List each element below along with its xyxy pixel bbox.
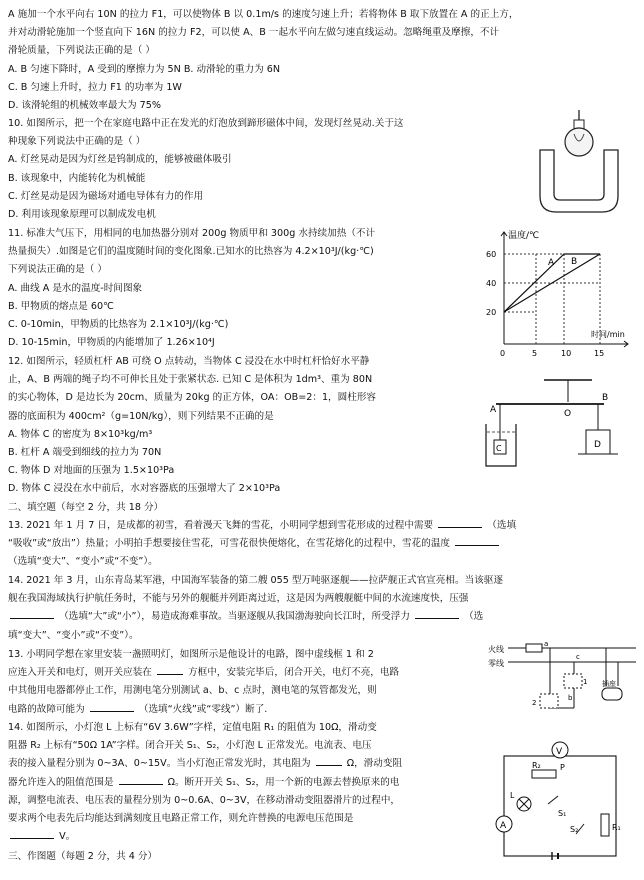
q12-option-c: C. 物体 D 对地面的压强为 1.5×10³Pa [8,465,175,477]
q9-line-2: 并对动滑轮施加一个竖直向下 16N 的拉力 F2，可以使 A、B 一起水平向左做匀速直线运动。忽略绳重及摩擦，不计 [8,27,500,39]
socket-icon [602,688,622,700]
q16-line-4b: Ω。断开开关 S₁、S₂，用一个新的电源去替换原来的电 [167,776,400,788]
q16-line-7: V。 [59,831,76,843]
q16-line-3a: 表的接入量程分别为 0~3A、0~15V。当小灯泡正常发光时，其电阻为 [8,758,311,770]
q12-option-b: B. 杠杆 A 端受到细线的拉力为 70N [8,447,162,459]
q10-option-a: A. 灯丝晃动是因为灯丝是钨制成的，能够被磁体吸引 [8,154,232,166]
q14a-line-1: 14. 2021 年 3 月，山东青岛某军港，中国海军装备的第二艘 055 型万吨驱逐舰——拉萨舰正式官宣亮相。当该驱逐 [8,575,503,586]
q10-line-1: 10. 如图所示，把一个在家庭电路中正在发光的灯泡放到蹄形磁体中间，发现灯丝晃动.关于这 [8,118,404,129]
box-2 [540,694,558,708]
question-11 [8,225,478,352]
q12-line-3: 的实心物体，D 是边长为 20cm、质量为 20kg 的正方体，OA：OB=2：1，圆柱形容 [8,392,377,404]
x-tick-10: 10 [561,349,572,358]
q13-line-1: 13. 2021 年 1 月 7 日，是成都的初雪，看着漫天飞舞的雪花，小明同学想到雪花形成的过程中需要 [8,520,434,531]
q11-option-b: B. 甲物质的熔点是 60℃ [8,300,114,312]
box-2-label: 2 [532,699,537,707]
q11-line-1: 11. 标准大气压下，用相同的电加热器分别对 200g 物质甲和 300g 水持续加热（不计 [8,228,376,239]
q12-option-d: D. 物体 C 浸没在水中前后，水对容器底的压强增大了 2×10³Pa [8,483,281,495]
q16-line-3b: Ω，滑动变阻 [346,758,403,770]
neutral-wire-label: 零线 [488,659,504,668]
r2-label: R₂ [532,761,541,770]
y-tick-60: 60 [486,250,497,259]
lever-figure [482,372,632,472]
y-tick-20: 20 [486,308,497,317]
q12-line-2: 止，A、B 两端的绳子均不可伸长且处于张紧状态. 已知 C 是体积为 1dm³、重为 80N [8,374,373,386]
box-1-label: 1 [583,678,588,686]
lamp-label: L [510,791,515,800]
question-14-lamp [8,719,486,846]
fuse-icon [526,644,542,652]
q16-line-5: 源，调整电流表、电压表的量程分别为 0~0.6A、0~3V，在移动滑动变阻器滑片的过程中， [8,794,401,806]
q13-line-2: “吸收”或“放出”）热量；小明拍手想要接住雪花，可雪花很快便熔化，在雪花熔化的过程中，雪花的温度 [8,538,451,550]
q13-line-3: （选填“变大”、“变小”或“不变”）。 [8,556,158,568]
curve-b-label: B [571,257,578,267]
q10-option-b: B. 该现象中，内能转化为机械能 [8,172,146,184]
question-12 [8,353,478,499]
q14a-line-3b: （选 [464,611,484,623]
q12-line-4: 器的底面积为 400cm²（g=10N/kg），则下列结果不正确的是 [8,410,274,422]
q9-option-a-b: A. B 匀速下降时，A 受到的摩擦力为 5N B. 动滑轮的重力为 6N [8,63,281,75]
question-13 [8,517,638,572]
q16-line-2: 阻器 R₂ 上标有“50Ω 1A”字样。闭合开关 S₁、S₂，小灯泡 L 正常发光。电流表、电压 [8,740,372,752]
q11-option-a: A. 曲线 A 是水的温度-时间图象 [8,282,143,294]
label-c: C [496,444,502,453]
q11-line-2: 热量损失）.如图是它们的温度随时间的变化图象.已知水的比热容为 4.2×10³J/(kg·℃) [8,246,374,258]
q12-option-a: A. 物体 C 的密度为 8×10³kg/m³ [8,428,153,440]
y-axis-label: 温度/℃ [508,231,540,241]
lamp-rheostat-circuit [488,736,632,866]
q14a-line-4: 填“变大”、“变小”或“不变”）。 [8,629,139,641]
q15-line-2b: 方框中，安装完毕后，闭合开关，电灯不亮，电路 [188,667,400,679]
q14a-answer-blank-1[interactable] [10,608,54,619]
q15-line-4b: （选填“火线”或“零线”）断了. [138,703,268,715]
q10-option-c: C. 灯丝晃动是因为磁场对通电导体有力的作用 [8,190,204,202]
q15-line-3: 中其他用电器都停止工作，用测电笔分别测试 a、b、c 点时，测电笔的氖管都发光，则 [8,685,377,697]
q16-line-4a: 器允许连入的阻值范围是 [8,776,114,788]
rheostat-r2 [532,770,556,778]
label-a: A [490,405,497,415]
q16-line-1: 14. 如图所示，小灯泡 L 上标有“6V 3.6W”字样，定值电阻 R₁ 的阻值为 10Ω，滑动变 [8,722,377,733]
switch-s1 [548,796,558,804]
point-a: a [544,640,549,648]
bulb-icon [565,128,593,156]
lamp-magnet-figure [534,108,624,216]
question-9-continued [8,6,638,115]
q13-answer-blank-2[interactable] [455,535,499,546]
label-o: O [564,409,572,419]
point-c: c [576,653,580,661]
box-1 [564,674,582,688]
q15-answer-blank-2[interactable] [90,701,134,712]
y-tick-40: 40 [486,279,497,288]
q16-answer-blank-1[interactable] [316,755,342,766]
label-d: D [594,440,601,450]
q11-option-c: C. 0-10min，甲物质的比热容为 2.1×10³J/(kg·℃) [8,319,229,331]
household-circuit-figure [486,638,638,718]
q14a-line-2: 舰在我国海域执行护航任务时，不能与另外的舰艇并列距离过近，这是因为两艘舰艇中间的水流速度快，压强 [8,593,469,605]
r1-label: R₁ [612,823,621,832]
q12-line-1: 12. 如图所示，轻质杠杆 AB 可绕 O 点转动，当物体 C 浸没在水中时杠杆恰好水平静 [8,356,370,367]
voltmeter-label: V [556,747,563,757]
point-b: b [568,694,573,702]
x-tick-5: 5 [532,349,538,358]
q10-line-2: 种现象下列说法中正确的是（ ） [8,136,146,148]
socket-label: 插座 [602,680,616,688]
q15-line-4a: 电路的故障可能为 [8,703,85,715]
question-14-destroyer [8,572,638,645]
q15-line-2a: 应连入开关和电灯，则开关应装在 [8,667,152,679]
q13-answer-blank-1[interactable] [438,517,482,528]
s1-label: S₁ [558,809,567,818]
q9-option-c: C. B 匀速上升时，拉力 F1 的功率为 1W [8,81,182,93]
horseshoe-magnet [540,150,618,212]
q16-answer-blank-2[interactable] [119,774,163,785]
q13-line-1-end: （选填 [487,520,517,531]
q15-answer-blank-1[interactable] [157,664,183,675]
label-b: B [602,393,609,403]
q10-option-d: D. 利用该现象原理可以制成发电机 [8,209,156,221]
live-wire-label: 火线 [488,645,504,654]
slider-p-label: P [560,763,565,772]
resistor-r1 [601,814,609,836]
x-tick-0: 0 [500,349,506,358]
ammeter-label: A [500,821,507,831]
q14a-answer-blank-2[interactable] [415,608,459,619]
q14a-line-3a: （选填“大”或“小”），易造成海难事故。当驱逐舰从我国渤海驶向长江时，所受浮力 [59,611,410,623]
q9-line-1: A 施加一个水平向右 10N 的拉力 F1，可以使物体 B 以 0.1m/s 的速度匀速上升；若将物体 B 取下放置在 A 的正上方， [8,9,519,20]
section-2-heading: 二、填空题（每空 2 分，共 18 分） [8,502,164,513]
q9-line-3: 滑轮质量，下列说法正确的是（ ） [8,45,155,57]
q16-answer-blank-3[interactable] [10,828,54,839]
q16-line-6: 要求两个电表先后均能达到满刻度且电路正常工作，则允许替换的电源电压范围是 [8,813,354,825]
q11-line-3: 下列说法正确的是（ ） [8,264,107,276]
q11-option-d: D. 10-15min，甲物质的内能增加了 1.26×10⁴J [8,337,215,349]
question-13-circuit [8,646,478,719]
question-10 [8,115,528,224]
x-axis-label: 时间/min [591,330,625,339]
q15-line-1: 13. 小明同学想在家里安装一盏照明灯，如图所示是他设计的电路，图中虚线框 1 和 2 [8,649,374,660]
curve-a-label: A [548,258,555,268]
temperature-time-graph [478,226,638,362]
x-tick-15: 15 [594,349,605,358]
section-3-heading: 三、作图题（每题 2 分，共 4 分） [8,851,158,862]
q9-option-d: D. 该滑轮组的机械效率最大为 75% [8,100,161,112]
s2-label: S₂ [570,825,579,834]
